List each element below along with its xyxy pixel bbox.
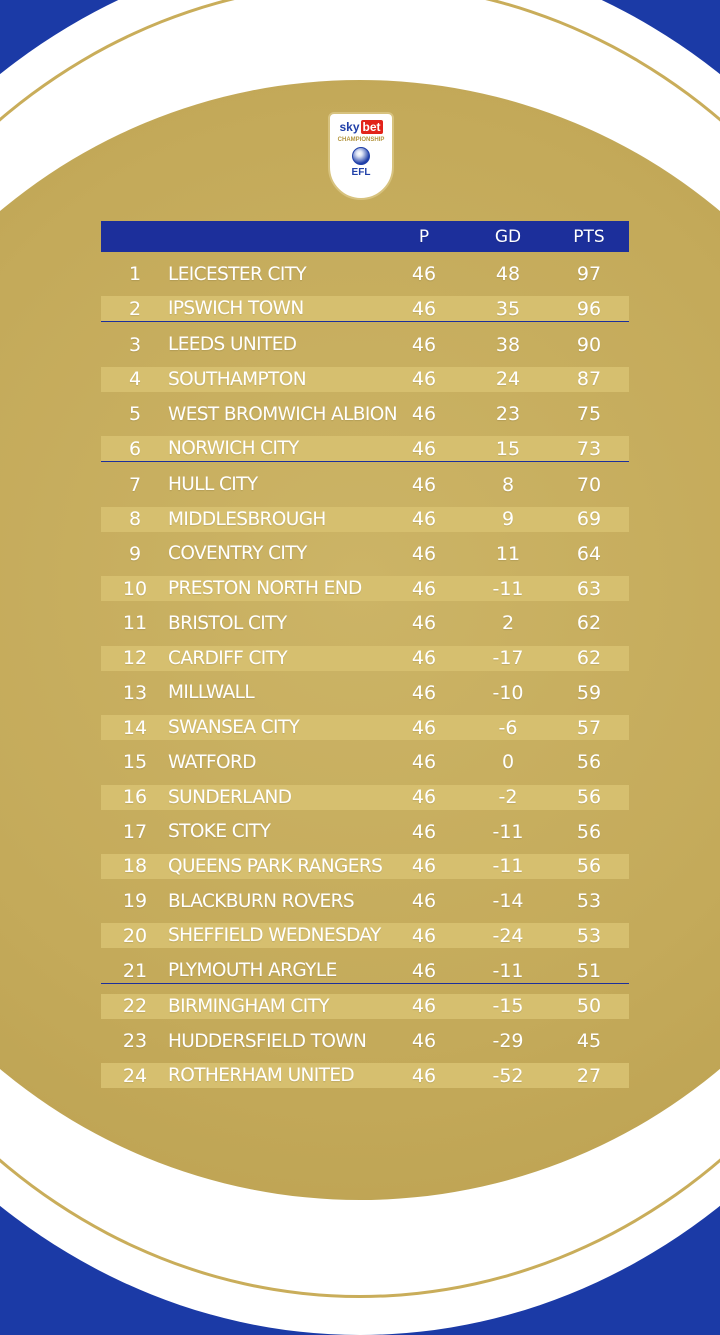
position-cell: 10: [122, 577, 148, 600]
points-cell: 62: [576, 612, 602, 635]
played-cell: 46: [411, 751, 437, 774]
position-cell: 7: [128, 473, 142, 496]
table-row: [101, 436, 629, 462]
team-name-cell: IPSWICH TOWN: [168, 298, 304, 320]
played-cell: 46: [411, 542, 437, 565]
goal-difference-cell: -2: [498, 786, 518, 808]
goal-difference-cell: 2: [501, 612, 515, 635]
position-cell: 8: [128, 508, 142, 531]
goal-difference-cell: 11: [495, 542, 521, 565]
table-row: [101, 611, 629, 636]
goal-difference-cell: 23: [495, 403, 521, 426]
goal-difference-cell: -24: [492, 924, 524, 947]
goal-difference-cell: -15: [492, 995, 524, 1018]
logo-competition-text: CHAMPIONSHIP: [337, 137, 385, 143]
points-cell: 56: [576, 820, 602, 843]
table-row: [101, 889, 629, 914]
played-cell: 46: [411, 647, 437, 670]
goal-difference-cell: 0: [501, 751, 515, 774]
points-cell: 90: [576, 333, 602, 356]
played-cell: 46: [411, 924, 437, 947]
played-cell: 46: [411, 890, 437, 913]
played-cell: 46: [411, 437, 437, 460]
table-row: [101, 646, 629, 671]
team-name-cell: SOUTHAMPTON: [168, 368, 306, 390]
points-cell: 97: [576, 263, 602, 286]
team-name-cell: SUNDERLAND: [168, 786, 292, 808]
goal-difference-cell: 35: [495, 297, 521, 320]
table-row: [101, 1063, 629, 1088]
goal-difference-cell: -29: [492, 1030, 524, 1053]
table-header: [101, 221, 629, 252]
position-cell: 20: [122, 924, 148, 947]
team-name-cell: QUEENS PARK RANGERS: [168, 855, 383, 877]
played-cell: 46: [411, 820, 437, 843]
position-cell: 2: [128, 297, 142, 320]
table-row: [101, 819, 629, 844]
points-cell: 75: [576, 403, 602, 426]
table-row: [101, 541, 629, 566]
table-row: [101, 715, 629, 740]
points-cell: 45: [576, 1030, 602, 1053]
position-cell: 24: [122, 1064, 148, 1087]
points-cell: 69: [576, 508, 602, 531]
points-cell: 73: [576, 437, 602, 460]
points-cell: 96: [576, 297, 602, 320]
points-cell: 53: [576, 924, 602, 947]
position-cell: 22: [122, 995, 148, 1018]
table-row: [101, 750, 629, 775]
points-cell: 57: [576, 716, 602, 739]
points-cell: 56: [576, 751, 602, 774]
team-name-cell: COVENTRY CITY: [168, 543, 307, 565]
table-row: [101, 923, 629, 948]
played-cell: 46: [411, 473, 437, 496]
team-name-cell: BLACKBURN ROVERS: [168, 890, 355, 912]
team-name-cell: WEST BROMWICH ALBION: [168, 403, 397, 425]
team-name-cell: HULL CITY: [168, 474, 258, 496]
played-cell: 46: [411, 508, 437, 531]
goal-difference-cell: -10: [492, 681, 524, 704]
logo-bet-text: bet: [362, 120, 381, 134]
team-name-cell: BIRMINGHAM CITY: [168, 995, 329, 1017]
team-name-cell: ROTHERHAM UNITED: [168, 1065, 355, 1087]
team-name-cell: MILLWALL: [168, 682, 255, 704]
played-cell: 46: [411, 1030, 437, 1053]
position-cell: 23: [122, 1030, 148, 1053]
position-cell: 5: [128, 403, 142, 426]
goal-difference-cell: 24: [495, 368, 521, 391]
played-cell: 46: [411, 681, 437, 704]
goal-difference-cell: -11: [492, 577, 524, 600]
league-table: [101, 221, 629, 1088]
goal-difference-cell: -17: [492, 647, 524, 670]
position-cell: 11: [122, 612, 148, 635]
points-cell: 62: [576, 647, 602, 670]
played-cell: 46: [411, 368, 437, 391]
goal-difference-cell: -11: [492, 855, 524, 878]
team-name-cell: NORWICH CITY: [168, 438, 299, 460]
position-cell: 19: [122, 890, 148, 913]
position-cell: 1: [128, 263, 142, 286]
points-cell: 51: [576, 959, 602, 982]
header-goal-difference: GD: [494, 226, 522, 247]
goal-difference-cell: 9: [501, 508, 515, 531]
points-cell: 64: [576, 542, 602, 565]
played-cell: 46: [411, 786, 437, 808]
played-cell: 46: [411, 1064, 437, 1087]
team-name-cell: BRISTOL CITY: [168, 612, 287, 634]
logo-league-text: EFL: [351, 167, 371, 178]
position-cell: 15: [122, 751, 148, 774]
header-team: [168, 221, 400, 252]
team-name-cell: PRESTON NORTH END: [168, 578, 362, 600]
position-cell: 18: [122, 855, 148, 878]
position-cell: 21: [122, 959, 148, 982]
points-cell: 63: [576, 577, 602, 600]
table-body: [101, 262, 629, 1089]
table-row: [101, 472, 629, 497]
position-cell: 14: [122, 716, 148, 739]
table-row: [101, 296, 629, 322]
team-name-cell: WATFORD: [168, 751, 256, 773]
position-cell: 4: [128, 368, 142, 391]
sky-bet-championship-logo: [328, 112, 394, 200]
table-row: [101, 507, 629, 532]
football-icon: [352, 147, 370, 165]
table-row: [101, 332, 629, 357]
goal-difference-cell: 8: [501, 473, 515, 496]
points-cell: 27: [576, 1064, 602, 1087]
position-cell: 17: [122, 820, 148, 843]
points-cell: 56: [576, 855, 602, 878]
team-name-cell: CARDIFF CITY: [168, 647, 288, 669]
team-name-cell: PLYMOUTH ARGYLE: [168, 960, 337, 982]
team-name-cell: STOKE CITY: [168, 821, 271, 843]
played-cell: 46: [411, 995, 437, 1018]
position-cell: 3: [128, 333, 142, 356]
team-name-cell: LEICESTER CITY: [168, 263, 307, 285]
table-row: [101, 1029, 629, 1054]
position-cell: 12: [122, 647, 148, 670]
team-name-cell: LEEDS UNITED: [168, 334, 297, 356]
header-pos: [101, 221, 169, 252]
points-cell: 50: [576, 995, 602, 1018]
played-cell: 46: [411, 333, 437, 356]
team-name-cell: HUDDERSFIELD TOWN: [168, 1030, 367, 1052]
table-row: [101, 994, 629, 1019]
points-cell: 59: [576, 681, 602, 704]
played-cell: 46: [411, 403, 437, 426]
goal-difference-cell: 48: [495, 263, 521, 286]
goal-difference-cell: -11: [492, 820, 524, 843]
goal-difference-cell: -11: [492, 959, 524, 982]
played-cell: 46: [411, 577, 437, 600]
played-cell: 46: [411, 855, 437, 878]
table-row: [101, 402, 629, 427]
goal-difference-cell: -52: [492, 1064, 524, 1087]
table-row: [101, 680, 629, 705]
played-cell: 46: [411, 297, 437, 320]
table-row: [101, 576, 629, 601]
played-cell: 46: [411, 959, 437, 982]
table-row: [101, 262, 629, 287]
goal-difference-cell: 15: [495, 437, 521, 460]
position-cell: 13: [122, 681, 148, 704]
team-name-cell: SWANSEA CITY: [168, 717, 300, 739]
table-row: [101, 854, 629, 879]
points-cell: 56: [576, 786, 602, 808]
table-row: [101, 367, 629, 392]
played-cell: 46: [411, 263, 437, 286]
team-name-cell: MIDDLESBROUGH: [168, 508, 326, 530]
points-cell: 53: [576, 890, 602, 913]
position-cell: 16: [122, 786, 148, 808]
logo-sky-text: sky: [339, 120, 360, 134]
team-name-cell: SHEFFIELD WEDNESDAY: [168, 925, 381, 947]
goal-difference-cell: 38: [495, 333, 521, 356]
header-played: P: [418, 226, 430, 247]
header-points: PTS: [573, 226, 605, 247]
position-cell: 9: [128, 542, 142, 565]
points-cell: 87: [576, 368, 602, 391]
goal-difference-cell: -6: [498, 716, 518, 739]
played-cell: 46: [411, 612, 437, 635]
table-row: [101, 958, 629, 984]
logo-brand: [330, 120, 392, 134]
goal-difference-cell: -14: [492, 890, 524, 913]
position-cell: 6: [128, 437, 142, 460]
played-cell: 46: [411, 716, 437, 739]
table-row: [101, 785, 629, 810]
points-cell: 70: [576, 473, 602, 496]
